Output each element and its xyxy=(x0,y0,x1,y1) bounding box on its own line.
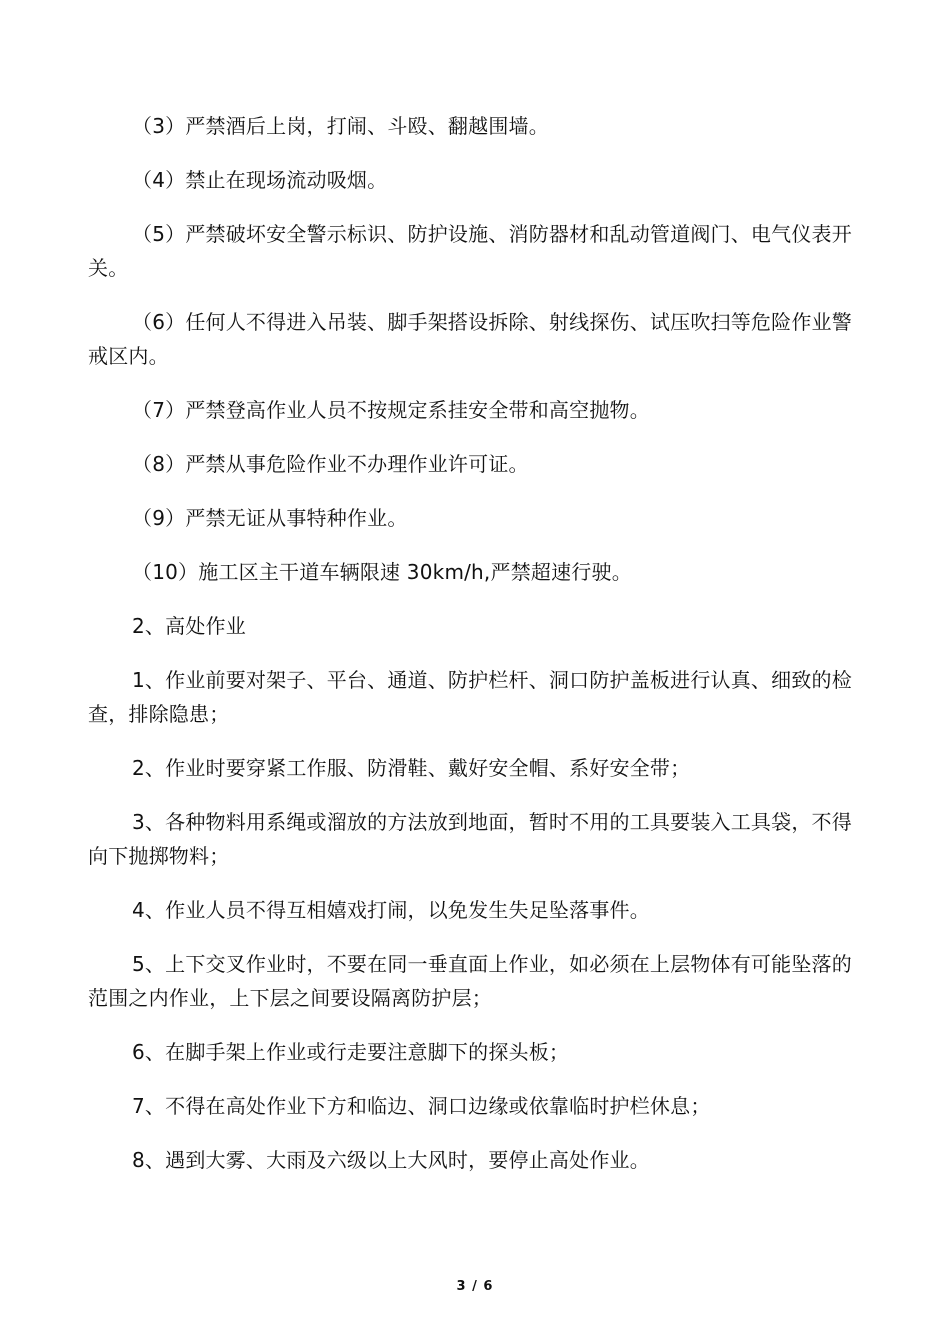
paragraph-item-6: 6、在脚手架上作业或行走要注意脚下的探头板； xyxy=(132,1040,570,1064)
paragraph-rule-8: （8）严禁从事危险作业不办理作业许可证。 xyxy=(132,452,529,476)
paragraph-rule-6: （6）任何人不得进入吊装、脚手架搭设拆除、射线探伤、试压吹扫等危险作业警戒区内。 xyxy=(88,310,852,368)
paragraph-item-1: 1、作业前要对架子、平台、通道、防护栏杆、洞口防护盖板进行认真、细致的检查，排除隐患； xyxy=(88,668,852,726)
paragraph-item-5: 5、上下交叉作业时，不要在同一垂直面上作业，如必须在上层物体有可能坠落的范围之内作业，上下层之间要设隔离防护层； xyxy=(88,952,852,1010)
paragraph-item-7: 7、不得在高处作业下方和临边、洞口边缘或依靠临时护栏休息； xyxy=(132,1094,711,1118)
paragraph-rule-10: （10）施工区主干道车辆限速 30km/h,严禁超速行驶。 xyxy=(132,560,632,584)
paragraph-rule-9: （9）严禁无证从事特种作业。 xyxy=(132,506,408,530)
section-heading-high-work: 2、高处作业 xyxy=(132,614,246,638)
paragraph-rule-7: （7）严禁登高作业人员不按规定系挂安全带和高空抛物。 xyxy=(132,398,650,422)
paragraph-rule-5: （5）严禁破坏安全警示标识、防护设施、消防器材和乱动管道阀门、电气仪表开关。 xyxy=(88,222,852,280)
paragraph-item-2: 2、作业时要穿紧工作服、防滑鞋、戴好安全帽、系好安全带； xyxy=(132,756,691,780)
paragraph-item-8: 8、遇到大雾、大雨及六级以上大风时，要停止高处作业。 xyxy=(132,1148,650,1172)
paragraph-item-3: 3、各种物料用系绳或溜放的方法放到地面，暂时不用的工具要装入工具袋，不得向下抛掷物料； xyxy=(88,810,852,868)
paragraph-rule-4: （4）禁止在现场流动吸烟。 xyxy=(132,168,388,192)
paragraph-item-4: 4、作业人员不得互相嬉戏打闹，以免发生失足坠落事件。 xyxy=(132,898,650,922)
page-number: 3 / 6 xyxy=(456,1279,494,1294)
document-body xyxy=(88,109,863,1197)
paragraph-rule-3: （3）严禁酒后上岗，打闹、斗殴、翻越围墙。 xyxy=(132,114,549,138)
